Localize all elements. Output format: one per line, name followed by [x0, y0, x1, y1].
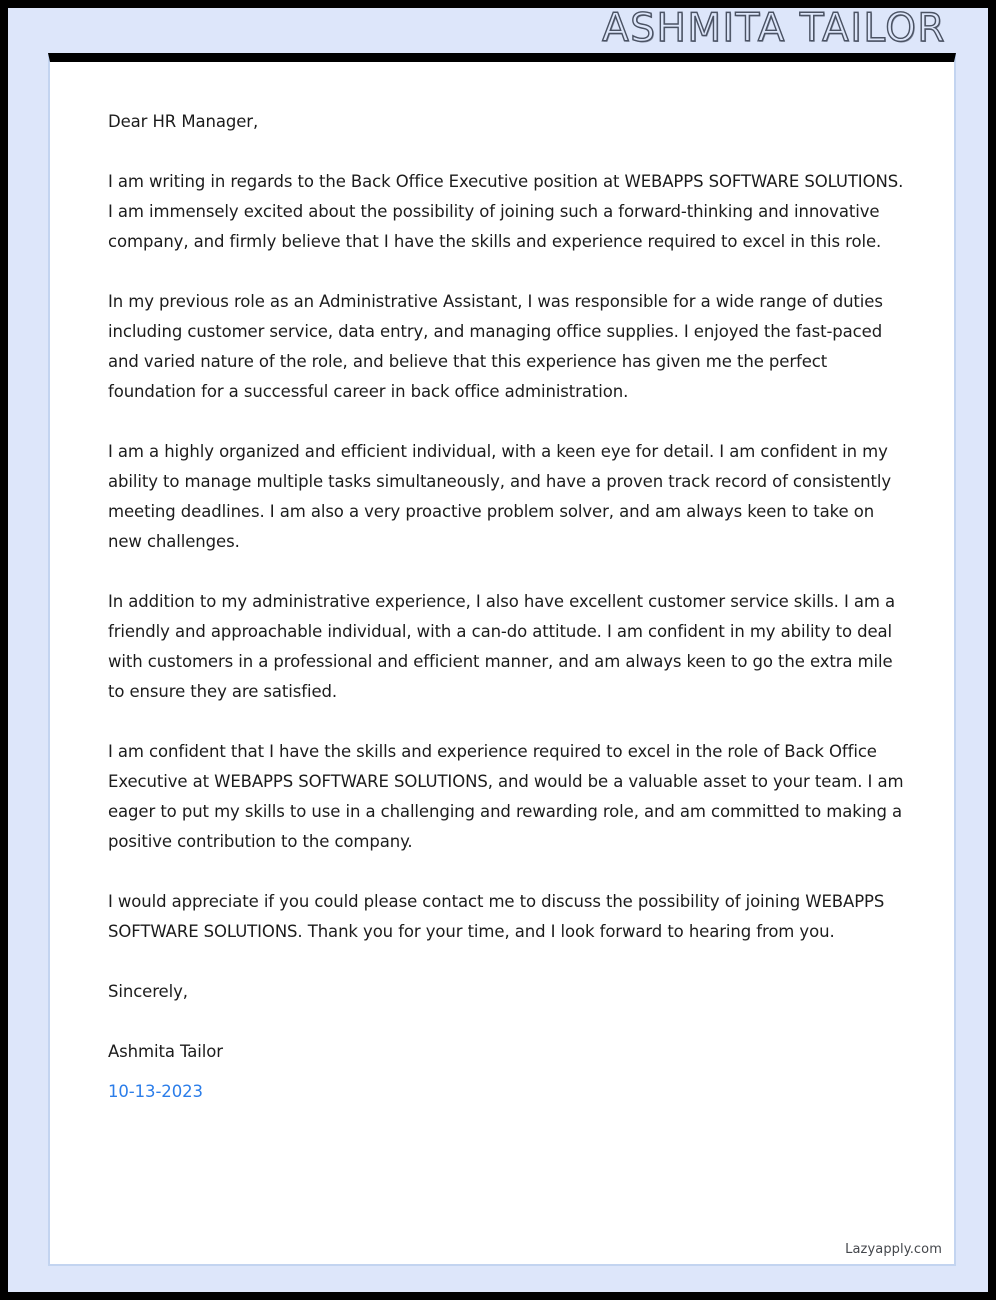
letter-paragraph: I am writing in regards to the Back Office Executive position at WEBAPPS SOFTWARE SOLUTIONS. I am immensely excited about the possibility of joining such a forward-thinking and innovative company, and firmly believe that I have the skills and experience required to excel in this role. — [108, 172, 904, 251]
footer-watermark: Lazyapply.com — [845, 1242, 942, 1257]
document-header-band — [8, 6, 948, 51]
letter-body — [108, 107, 906, 1107]
signature-name: Ashmita Tailor — [108, 1042, 223, 1061]
letter-paragraph: I would appreciate if you could please contact me to discuss the possibility of joining WEBAPPS SOFTWARE SOLUTIONS. Thank you for your time, and I look forward to hearing from you. — [108, 892, 885, 941]
document-page-field — [8, 8, 988, 1292]
page-title: ASHMITA TAILOR — [602, 6, 946, 51]
letter-paragraph: I am confident that I have the skills and experience required to excel in the role of Back Office Executive at WEBAPPS SOFTWARE SOLUTIONS, and would be a valuable asset to your team. I am eager to put my skills to use in a challenging and rewarding role, and am committed to making a positive contribution to the company. — [108, 742, 904, 851]
letter-paragraph: In addition to my administrative experience, I also have excellent customer service skills. I am a friendly and approachable individual, with a can-do attitude. I am confident in my ability to deal with customers in a professional and efficient manner, and am always keen to go the extra mile to ensure they are satisfied. — [108, 592, 896, 701]
letter-paragraph: In my previous role as an Administrative Assistant, I was responsible for a wide range of duties including customer service, data entry, and managing office supplies. I enjoyed the fast-paced and varied nature of the role, and believe that this experience has given me the perfect foundation for a successful career in back office administration. — [108, 292, 883, 401]
letter-salutation: Dear HR Manager, — [108, 112, 259, 131]
signature-date: 10-13-2023 — [108, 1082, 203, 1101]
letter-closing: Sincerely, — [108, 982, 188, 1001]
letter-sheet — [48, 53, 956, 1266]
letter-paragraph: I am a highly organized and efficient individual, with a keen eye for detail. I am confident in my ability to manage multiple tasks simultaneously, and have a proven track record of consistently meeting deadlines. I am also a very proactive problem solver, and am always keen to take on new challenges. — [108, 442, 892, 551]
